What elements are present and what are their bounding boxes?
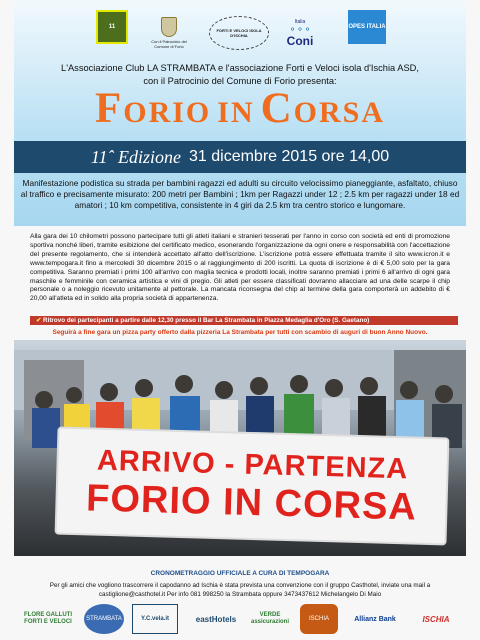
sponsor-logo: VERDE assicurazioni	[250, 612, 289, 625]
olympic-rings-icon: ⚬⚬⚬	[288, 23, 312, 34]
meeting-point-bar	[30, 316, 458, 325]
intro-line-2: con il Patrocinio del Comune di Forio presenta:	[143, 76, 337, 86]
opes-logo	[348, 10, 386, 44]
logo-row	[80, 10, 410, 56]
club-logo	[96, 10, 128, 44]
sponsor-row	[18, 604, 462, 638]
comune-forio-logo	[148, 10, 190, 56]
title-letter-f: F	[94, 85, 124, 132]
edition-label: 11ˆ Edizione	[90, 146, 181, 167]
event-description: Manifestazione podistica su strada per bambini ragazzi ed adulti su circuito velocissimo pianeggiante, asfaltato, chiuso al traffico e precisamente misurato: 200 metri per Bambini ; 1km per Ragazzi under 12 ; 2.5 km per ragazzi under 18 ed amatori ; 10 km competitiva, consistente in 4 giri da 2.5 km tra centro storico e lungomare.	[20, 178, 460, 210]
title-orsa: ORSA	[293, 96, 386, 129]
club-logo-text: 11	[108, 24, 116, 30]
sponsor-logo: STRAMBATA	[84, 604, 124, 634]
coni-logo	[285, 10, 315, 56]
timing-credit: CRONOMETRAGGIO UFFICIALE A CURA DI TEMPOGARA	[150, 570, 330, 577]
edition-date-band	[14, 141, 466, 173]
title-letter-c: C	[260, 85, 294, 132]
sponsor-logo: Allianz Bank	[354, 615, 396, 623]
sponsor-logo: FLORE GALLUTI FORTI E VELOCI	[24, 612, 72, 625]
race-rules: Alla gara dei 10 chilometri possono partecipare tutti gli atleti italiani e stranieri tesserati per l'anno in corso con società ed enti di promozione sportiva nonché liberi, tramite esibizione del certificato medico, esonerando l'organizzazione da ogni onere e responsabilità con l'accettazione del presente regolamento, che si intenderà accettato all'atto dell'iscrizione. L'iscrizione potrà essere effettuata tramite il sito www.icron.it e www.tempogara.it fino a mercoledì 30 dicembre 2015 o al raggiungimento di 200 iscritti. La quota di iscrizione è di € 5,00 solo per la gara competitiva. Saranno premiati i primi 100 all'arrivo con maglia tecnica e prodotti locali, inoltre saranno premiati i primi 6 all'arrivo di ogni gara maschile e femminile con ceramica artistica e vini di pregio. Gli atleti per essere classificati dovranno allacciare ad una delle scarpe il chip personale o a noleggio ricevuto unitamente al pettorale. La mancata riconsegna del chip al termine della gara comporterà un addebito di € 20,00 all'atleta ed in solido alla propria società di appartenenza.	[30, 233, 450, 303]
event-title	[0, 84, 480, 133]
banner-line-1: ARRIVO - PARTENZA	[96, 444, 409, 486]
meeting-point-text: Ritrovo dei partecipanti a partire dalle 12,30 presso il Bar La Strambata in Piazza Medaglia d'Oro (S. Gaetano)	[43, 317, 370, 324]
coni-text: Coni	[286, 33, 314, 48]
banner-line-2: FORIO IN CORSA	[85, 477, 418, 529]
opes-text: OPES ITALIA	[348, 24, 386, 30]
hotel-info: Per gli amici che vogliono trascorrere il capodanno ad Ischia è stata prevista una convenzione con il gruppo Casthotel, inviate una mail a castiglione@casthotel.it Per info 081 998250 la Strambata oppure 3473437612 Michelangelo Di Maio	[49, 582, 431, 598]
intro-line-1: L'Associazione Club LA STRAMBATA e l'associazione Forti e Veloci isola d'Ischia ASD,	[61, 63, 419, 73]
check-icon: ✔	[36, 317, 42, 324]
comune-caption: Con il Patrocinio del Comune di Forio	[151, 39, 187, 49]
runner-icon	[209, 16, 269, 50]
coni-italia-text: Italia	[294, 18, 306, 25]
sponsor-logo: eastHotels	[195, 614, 237, 624]
arrivo-partenza-banner	[55, 427, 450, 546]
sponsor-logo: ISCHIA	[422, 614, 450, 624]
forti-veloci-logo	[206, 10, 272, 56]
title-orio: ORIO	[123, 96, 212, 129]
crest-icon	[161, 17, 177, 37]
pizza-party-note: Seguirà a fine gara un pizza party offerto dalla pizzeria La Strambata per tutti con scambio di auguri di buon Anno Nuovo.	[52, 329, 428, 336]
race-photo	[14, 340, 466, 556]
sponsor-logo: Y.C.vela.it	[132, 604, 178, 634]
sponsor-logo: ISCHIA	[300, 604, 338, 634]
title-in: IN	[217, 96, 255, 129]
event-date: 31 dicembre 2015 ore 14,00	[189, 148, 390, 165]
forti-veloci-text: FORTI E VELOCI ISOLA D'ISCHIA	[216, 28, 262, 38]
